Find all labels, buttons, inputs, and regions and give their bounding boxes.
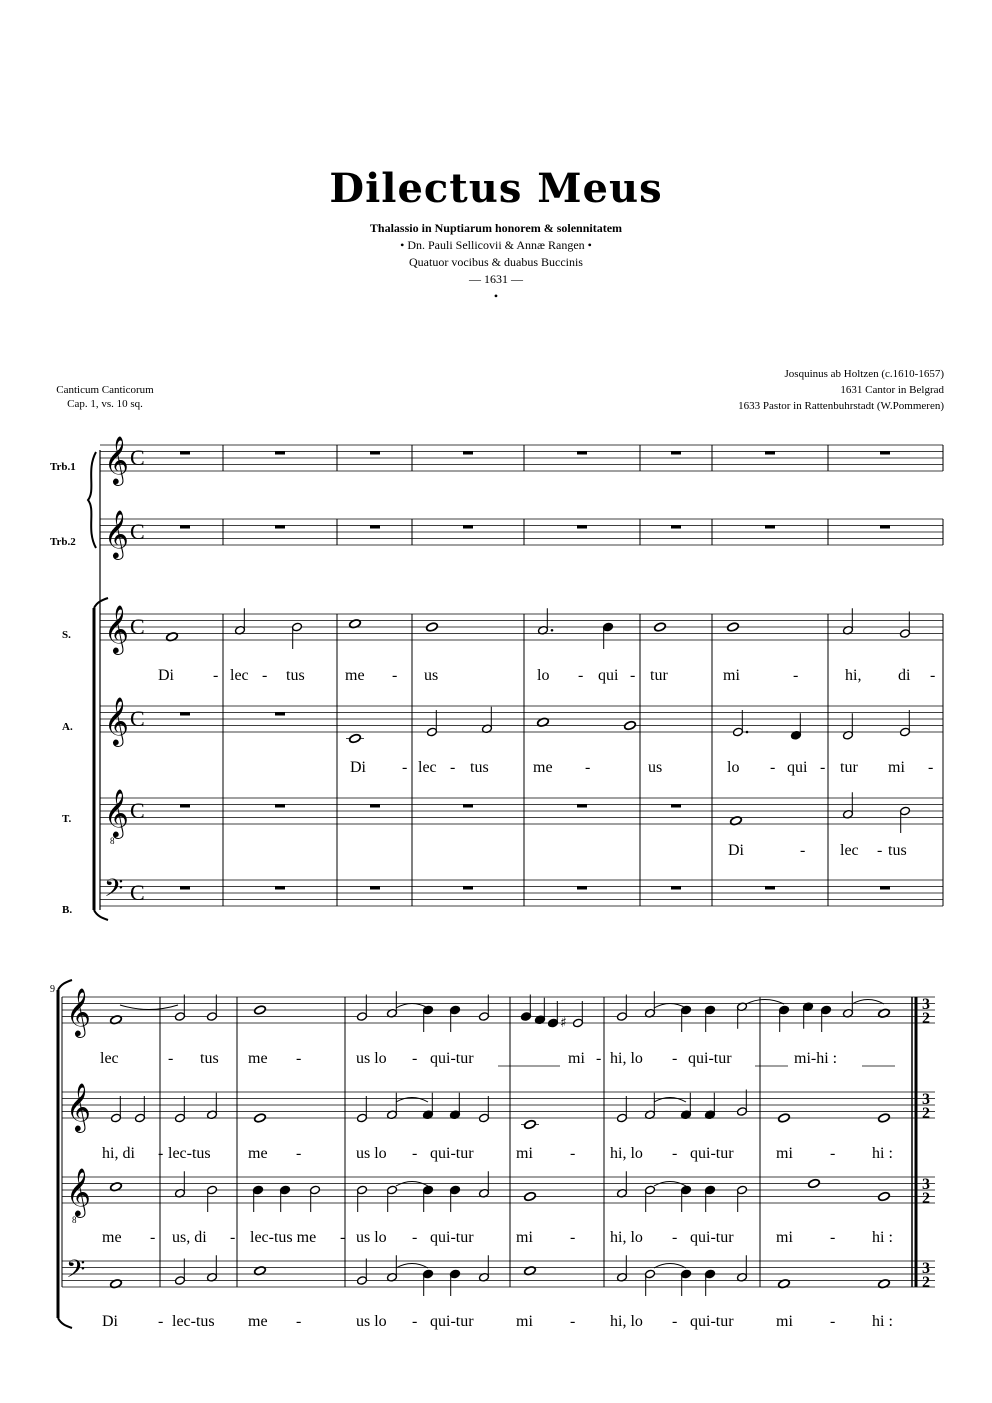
system-2-notes bbox=[110, 991, 891, 1296]
lyric: - bbox=[830, 1313, 836, 1330]
lyric: us lo bbox=[356, 1229, 387, 1246]
note-head bbox=[254, 1113, 267, 1123]
lyric: - bbox=[672, 1229, 678, 1246]
whole-rest bbox=[370, 886, 380, 890]
whole-rest bbox=[180, 451, 190, 455]
time-signature: C bbox=[130, 614, 145, 639]
whole-rest bbox=[463, 525, 473, 529]
time-sig-bottom: 2 bbox=[922, 1105, 930, 1122]
lyric: mi bbox=[776, 1229, 793, 1246]
treble-clef-icon: 𝄞 bbox=[66, 1082, 91, 1131]
note-head bbox=[778, 1113, 791, 1123]
lyric: us bbox=[648, 759, 663, 776]
lyric: qui-tur bbox=[430, 1145, 474, 1162]
lyric: - bbox=[570, 1229, 576, 1246]
composer-name: Josquinus ab Holtzen (c.1610-1657) bbox=[784, 368, 944, 380]
whole-rest bbox=[577, 804, 587, 808]
note-head bbox=[727, 622, 740, 632]
tie bbox=[396, 1004, 428, 1009]
treble-clef-icon: 𝄞 bbox=[104, 696, 129, 745]
lyric: - bbox=[877, 842, 883, 859]
lyric: - bbox=[928, 759, 934, 776]
time-sig-top: 3 bbox=[922, 1091, 930, 1108]
whole-rest bbox=[577, 886, 587, 890]
lyric: me bbox=[248, 1145, 268, 1162]
whole-rest bbox=[671, 451, 681, 455]
lyric: - bbox=[340, 1229, 346, 1246]
tenor-clef-icon: 𝄞 bbox=[104, 788, 129, 837]
lyric: tus bbox=[200, 1050, 219, 1067]
composer-note-2: 1633 Pastor in Rattenbuhrstadt (W.Pommeren) bbox=[738, 400, 944, 412]
whole-rest bbox=[671, 886, 681, 890]
whole-rest bbox=[275, 451, 285, 455]
lyric: lec bbox=[100, 1050, 119, 1067]
note-head bbox=[524, 1119, 537, 1129]
time-signature: C bbox=[130, 880, 145, 905]
tie bbox=[120, 1005, 178, 1010]
time-sig-top: 3 bbox=[922, 1176, 930, 1193]
tenor-lyrics-2 bbox=[102, 1229, 893, 1246]
note-head bbox=[254, 1005, 267, 1015]
source-line-1: Canticum Canticorum bbox=[56, 384, 154, 396]
tie bbox=[654, 1004, 686, 1009]
lyric: lec bbox=[840, 842, 859, 859]
system-2 bbox=[50, 980, 935, 1330]
whole-rest bbox=[275, 712, 285, 716]
lyric: qui-tur bbox=[688, 1050, 732, 1067]
bass-clef-icon: 𝄢 bbox=[66, 1255, 86, 1290]
lyric: tus bbox=[286, 667, 305, 684]
lyric: lec-tus bbox=[168, 1145, 211, 1162]
lyric: Di bbox=[728, 842, 744, 859]
lyric: us lo bbox=[356, 1313, 387, 1330]
alto-lyrics-1 bbox=[350, 759, 933, 776]
lyric: me bbox=[248, 1313, 268, 1330]
whole-rest bbox=[275, 525, 285, 529]
subtitle-ornament: • bbox=[493, 289, 499, 303]
octave-mark: 8 bbox=[72, 1215, 77, 1225]
lyric: lec bbox=[418, 759, 437, 776]
lyric: - bbox=[596, 1050, 602, 1067]
lyric: qui-tur bbox=[430, 1050, 474, 1067]
lyric: mi bbox=[516, 1229, 533, 1246]
lyric: mi bbox=[888, 759, 905, 776]
lyric: - bbox=[412, 1313, 418, 1330]
lyric: lec-tus bbox=[172, 1313, 215, 1330]
whole-rest bbox=[765, 886, 775, 890]
note-head bbox=[878, 1191, 891, 1201]
dot bbox=[746, 731, 749, 734]
note-head bbox=[426, 622, 439, 632]
lyric: - bbox=[392, 667, 398, 684]
treble-clef-icon: 𝄞 bbox=[104, 509, 129, 558]
lyric: hi, lo bbox=[610, 1313, 643, 1330]
lyric: - bbox=[672, 1050, 678, 1067]
measure-number: 9 bbox=[50, 984, 55, 995]
time-signature: C bbox=[130, 519, 145, 544]
octave-mark: 8 bbox=[110, 836, 115, 846]
lyric: - bbox=[585, 759, 591, 776]
staff-label-soprano: S. bbox=[62, 629, 71, 641]
lyric: di bbox=[898, 667, 911, 684]
whole-rest bbox=[463, 886, 473, 890]
whole-rest bbox=[180, 886, 190, 890]
note-head bbox=[624, 720, 637, 730]
lyric: qui bbox=[598, 667, 619, 684]
whole-rest bbox=[880, 451, 890, 455]
system-1 bbox=[50, 435, 943, 920]
lyric: qui-tur bbox=[430, 1313, 474, 1330]
time-sig-top: 3 bbox=[922, 996, 930, 1013]
time-signature: C bbox=[130, 706, 145, 731]
time-signature: C bbox=[130, 798, 145, 823]
whole-rest bbox=[671, 525, 681, 529]
composer-note-1: 1631 Cantor in Belgrad bbox=[840, 384, 944, 396]
lyric: hi : bbox=[872, 1313, 893, 1330]
lyric: - bbox=[630, 667, 636, 684]
lyric: - bbox=[672, 1313, 678, 1330]
time-sig-bottom: 2 bbox=[922, 1190, 930, 1207]
soprano-lyrics-1 bbox=[158, 667, 935, 684]
lyric: - bbox=[262, 667, 268, 684]
lyric: - bbox=[296, 1050, 302, 1067]
staff-label-trb1: Trb.1 bbox=[50, 461, 76, 473]
lyric: lec bbox=[230, 667, 249, 684]
note-head bbox=[808, 1178, 821, 1188]
whole-rest bbox=[180, 804, 190, 808]
lyric: qui-tur bbox=[690, 1229, 734, 1246]
treble-clef-icon: 𝄞 bbox=[66, 987, 91, 1036]
whole-rest bbox=[463, 804, 473, 808]
subtitle-line-2: • Dn. Pauli Sellicovii & Annæ Rangen • bbox=[400, 238, 592, 252]
score-title: Dilectus Meus bbox=[329, 165, 663, 212]
whole-rest bbox=[275, 886, 285, 890]
lyric: lo bbox=[537, 667, 550, 684]
lyric: mi bbox=[568, 1050, 585, 1067]
lyric: - bbox=[672, 1145, 678, 1162]
bass-clef-icon: 𝄢 bbox=[104, 874, 124, 909]
soprano-lyrics-2 bbox=[100, 1050, 895, 1067]
time-sig-top: 3 bbox=[922, 1260, 930, 1277]
lyric: - bbox=[820, 759, 826, 776]
lyric: tus bbox=[470, 759, 489, 776]
lyric: - bbox=[158, 1313, 164, 1330]
lyric: mi bbox=[516, 1313, 533, 1330]
note-head bbox=[654, 622, 667, 632]
lyric: Di bbox=[102, 1313, 118, 1330]
time-sig-bottom: 2 bbox=[922, 1010, 930, 1027]
whole-rest bbox=[275, 804, 285, 808]
whole-rest bbox=[577, 451, 587, 455]
lyric: - bbox=[213, 667, 219, 684]
lyric: us lo bbox=[356, 1145, 387, 1162]
system-1-staves bbox=[100, 435, 943, 909]
lyric: hi : bbox=[872, 1229, 893, 1246]
whole-rest bbox=[671, 804, 681, 808]
whole-rest bbox=[765, 451, 775, 455]
lyric: me bbox=[533, 759, 553, 776]
whole-rest bbox=[370, 525, 380, 529]
lyric: lec-tus me bbox=[250, 1229, 317, 1246]
subtitle-line-3: Quatuor vocibus & duabus Buccinis bbox=[409, 255, 583, 269]
note-head bbox=[878, 1113, 891, 1123]
lyric: - bbox=[450, 759, 456, 776]
note-head bbox=[349, 733, 362, 743]
lyric: mi bbox=[776, 1145, 793, 1162]
staff-label-trb2: Trb.2 bbox=[50, 536, 76, 548]
lyric: hi, di bbox=[102, 1145, 135, 1162]
lyric: mi bbox=[516, 1145, 533, 1162]
lyric: hi, lo bbox=[610, 1050, 643, 1067]
lyric: - bbox=[800, 842, 806, 859]
lyric: qui-tur bbox=[690, 1313, 734, 1330]
tenor-lyrics-1 bbox=[728, 842, 907, 859]
lyric: - bbox=[793, 667, 799, 684]
lyric: - bbox=[830, 1145, 836, 1162]
lyric: mi bbox=[776, 1313, 793, 1330]
lyric: us bbox=[424, 667, 439, 684]
lyric: - bbox=[230, 1229, 236, 1246]
treble-clef-icon: 𝄞 bbox=[104, 604, 129, 653]
lyric: us, di bbox=[172, 1229, 207, 1246]
lyric: - bbox=[150, 1229, 156, 1246]
whole-rest bbox=[180, 712, 190, 716]
whole-rest bbox=[370, 451, 380, 455]
lyric: Di bbox=[158, 667, 174, 684]
whole-rest bbox=[463, 451, 473, 455]
time-sig-bottom: 2 bbox=[922, 1274, 930, 1291]
lyric: hi, lo bbox=[610, 1145, 643, 1162]
whole-rest bbox=[765, 525, 775, 529]
whole-rest bbox=[880, 525, 890, 529]
note-head bbox=[524, 1191, 537, 1201]
sharp-icon: ♯ bbox=[560, 1015, 567, 1031]
staff-label-bass: B. bbox=[62, 904, 73, 916]
whole-rest bbox=[180, 525, 190, 529]
staff-label-alto: A. bbox=[62, 721, 73, 733]
bass-lyrics-2 bbox=[102, 1313, 893, 1330]
lyric: lo bbox=[727, 759, 740, 776]
lyric: - bbox=[412, 1145, 418, 1162]
lyric: - bbox=[930, 667, 936, 684]
lyric: - bbox=[158, 1145, 164, 1162]
treble-clef-icon: 𝄞 bbox=[104, 435, 129, 484]
lyric: - bbox=[402, 759, 408, 776]
lyric: hi, lo bbox=[610, 1229, 643, 1246]
lyric: - bbox=[570, 1313, 576, 1330]
source-line-2: Cap. 1, vs. 10 sq. bbox=[67, 398, 143, 410]
whole-rest bbox=[577, 525, 587, 529]
lyric: - bbox=[830, 1229, 836, 1246]
lyric: Di bbox=[350, 759, 366, 776]
subtitle-year: — 1631 — bbox=[469, 272, 523, 286]
lyric: tur bbox=[650, 667, 668, 684]
staff-label-tenor: T. bbox=[62, 813, 72, 825]
lyric: mi-hi : bbox=[794, 1050, 838, 1067]
subtitle-line-1: Thalassio in Nuptiarum honorem & solennitatem bbox=[369, 221, 623, 235]
whole-rest bbox=[370, 804, 380, 808]
lyric: - bbox=[578, 667, 584, 684]
lyric: qui-tur bbox=[430, 1229, 474, 1246]
lyric: me bbox=[102, 1229, 122, 1246]
alto-lyrics-2 bbox=[102, 1145, 893, 1162]
lyric: - bbox=[570, 1145, 576, 1162]
lyric: mi bbox=[723, 667, 740, 684]
dot bbox=[551, 629, 554, 632]
lyric: us lo bbox=[356, 1050, 387, 1067]
lyric: hi : bbox=[872, 1145, 893, 1162]
lyric: - bbox=[770, 759, 776, 776]
tenor-clef-icon: 𝄞 bbox=[66, 1167, 91, 1216]
lyric: - bbox=[412, 1050, 418, 1067]
lyric: tus bbox=[888, 842, 907, 859]
lyric: - bbox=[296, 1313, 302, 1330]
lyric: me bbox=[345, 667, 365, 684]
lyric: qui bbox=[787, 759, 808, 776]
lyric: hi, bbox=[845, 667, 862, 684]
lyric: - bbox=[412, 1229, 418, 1246]
lyric: tur bbox=[840, 759, 858, 776]
time-signature: C bbox=[130, 445, 145, 470]
lyric: - bbox=[168, 1050, 174, 1067]
lyric: qui-tur bbox=[690, 1145, 734, 1162]
whole-rest bbox=[880, 886, 890, 890]
lyric: - bbox=[296, 1145, 302, 1162]
lyric: me bbox=[248, 1050, 268, 1067]
